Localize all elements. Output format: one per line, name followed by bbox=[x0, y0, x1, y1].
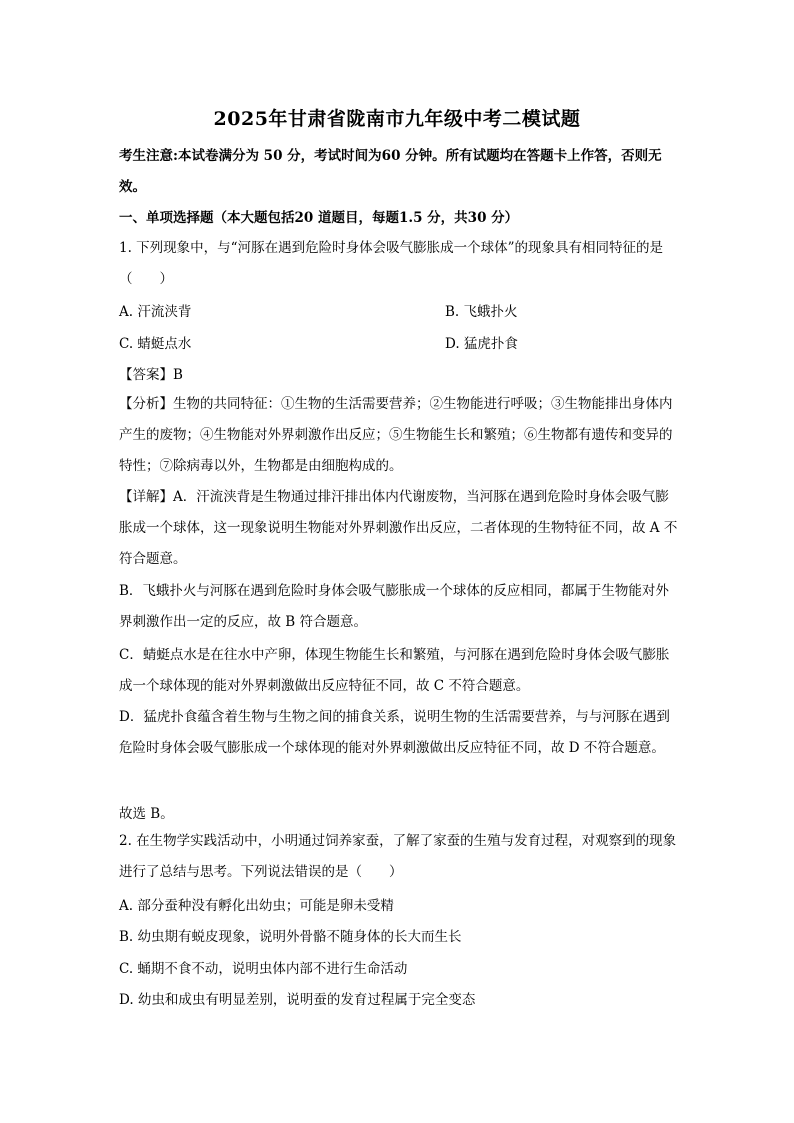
question-2-option-d: D. 幼虫和成虫有明显差别，说明蚕的发育过程属于完全变态 bbox=[119, 992, 476, 1008]
question-2-option-b: B. 幼虫期有蜕皮现象，说明外骨骼不随身体的长大而生长 bbox=[119, 929, 462, 945]
question-1-detail-c: C．蜻蜓点水是在往水中产卵，体现生物能生长和繁殖，与河豚在遇到危险时身体会吸气膨胀成一个球体现的能对外界刺激做出反应特征不同，故 C 不符合题意。 bbox=[119, 647, 670, 694]
question-1-analysis: 【分析】生物的共同特征：①生物的生活需要营养；②生物能进行呼吸；③生物能排出身体内产生的废物；④生物能对外界刺激作出反应；⑤生物能生长和繁殖；⑥生物都有遗传和变异的特性；⑦除病毒以外，生物都是由细胞构成的。 bbox=[119, 396, 673, 474]
question-1-detail-d: D．猛虎扑食蕴含着生物与生物之间的捕食关系，说明生物的生活需要营养，与与河豚在遇到危险时身体会吸气膨胀成一个球体现的能对外界刺激做出反应特征不同，故 D 不符合题意。 bbox=[119, 709, 670, 756]
exam-notice: 考生注意:本试卷满分为 50 分，考试时间为60 分钟。所有试题均在答题卡上作答，否则无效。 bbox=[119, 148, 662, 195]
question-1-option-d: D. 猛虎扑食 bbox=[445, 336, 518, 352]
question-2-stem: 2. 在生物学实践活动中，小明通过饲养家蚕，了解了家蚕的生殖与发育过程，对观察到的现象进行了总结与思考。下列说法错误的是（ ） bbox=[119, 833, 677, 880]
question-1-option-c: C. 蜻蜓点水 bbox=[119, 336, 192, 352]
question-2-option-c: C. 蛹期不食不动，说明虫体内部不进行生命活动 bbox=[119, 961, 408, 977]
question-1-detail-a: 【详解】A．汗流浃背是生物通过排汗排出体内代谢废物，当河豚在遇到危险时身体会吸气膨胀成一个球体，这一现象说明生物能对外界刺激作出反应，二者体现的生物特征不同，故 A 不符合题意。 bbox=[119, 489, 678, 567]
question-1-answer: 【答案】B bbox=[119, 367, 183, 383]
question-1-option-a: A. 汗流浃背 bbox=[119, 304, 192, 320]
question-1-option-b: B. 飞蛾扑火 bbox=[445, 304, 518, 320]
section-heading: 一、单项选择题（本大题包括20 道题目，每题1.5 分，共30 分） bbox=[119, 210, 519, 226]
question-1-stem: 1. 下列现象中，与“河豚在遇到危险时身体会吸气膨胀成一个球体”的现象具有相同特征的是（ ） bbox=[119, 240, 663, 287]
question-1-detail-b: B．飞蛾扑火与河豚在遇到危险时身体会吸气膨胀成一个球体的反应相同，都属于生物能对外界刺激作出一定的反应，故 B 符合题意。 bbox=[119, 583, 669, 630]
exam-title: 2025年甘肃省陇南市九年级中考二模试题 bbox=[213, 108, 581, 130]
question-1-conclusion: 故选 B。 bbox=[119, 806, 174, 822]
question-2-option-a: A. 部分蚕种没有孵化出幼虫；可能是卵未受精 bbox=[119, 898, 394, 914]
